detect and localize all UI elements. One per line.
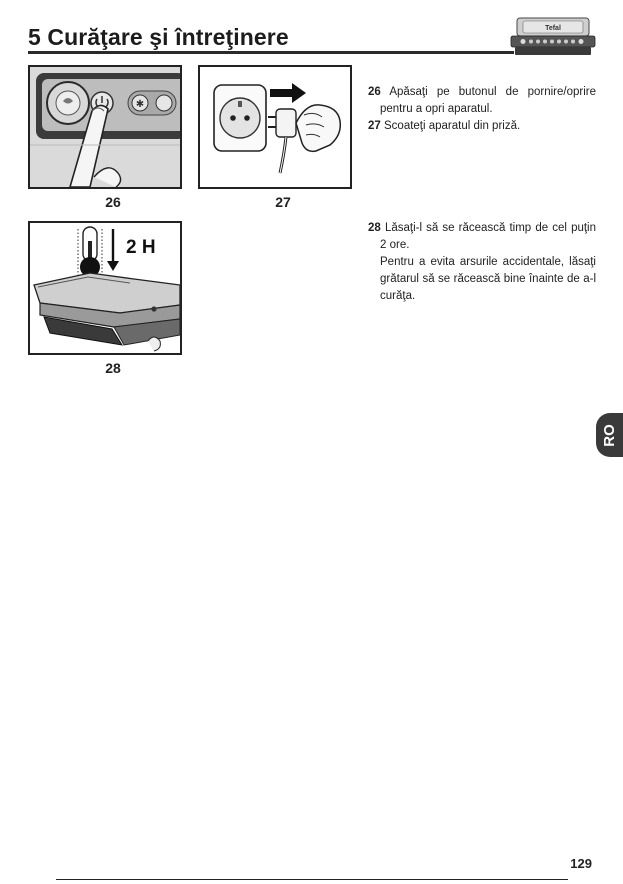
instruction-block-28 [368, 220, 596, 305]
svg-text:✱: ✱ [135, 99, 145, 110]
step-text-27: Scoateţi aparatul din priză. [384, 120, 521, 132]
header-divider [28, 51, 514, 54]
step-text-26: Apăsaţi pe butonul de pornire/oprire pentru a opri aparatul. [380, 86, 597, 115]
figure-label-28: 28 [105, 360, 121, 376]
instruction-28-note: Pentru a evita arsurile accidentale, lăsaţi grătarul să se răcească bine înainte de a-l curăţa. [380, 256, 596, 302]
cooling-time-text: 2 H [126, 237, 156, 258]
step-text-28: Lăsaţi-l să se răcească timp de cel puţin 2 ore. [380, 222, 597, 251]
figure-cooling [28, 221, 182, 355]
instruction-26 [368, 84, 596, 118]
brand-logo-text: Tefal [545, 25, 561, 32]
instruction-27 [368, 118, 596, 135]
figure-label-27: 27 [275, 194, 291, 210]
instruction-28 [368, 220, 596, 254]
footer-divider [56, 879, 568, 880]
figure-label-26: 26 [105, 194, 121, 210]
step-number-27: 27 [368, 120, 381, 132]
page-number: 129 [570, 856, 592, 871]
language-tab [596, 413, 623, 457]
page-title: 5 Curăţare şi întreţinere [28, 24, 289, 50]
step-number-26: 26 [368, 86, 381, 98]
language-tab-label: RO [601, 423, 618, 447]
grill-thumbnail-image [505, 14, 600, 58]
instruction-block-26-27 [368, 84, 596, 135]
step-number-28: 28 [368, 222, 381, 234]
figure-power-button [28, 65, 182, 189]
figure-unplug [198, 65, 352, 189]
